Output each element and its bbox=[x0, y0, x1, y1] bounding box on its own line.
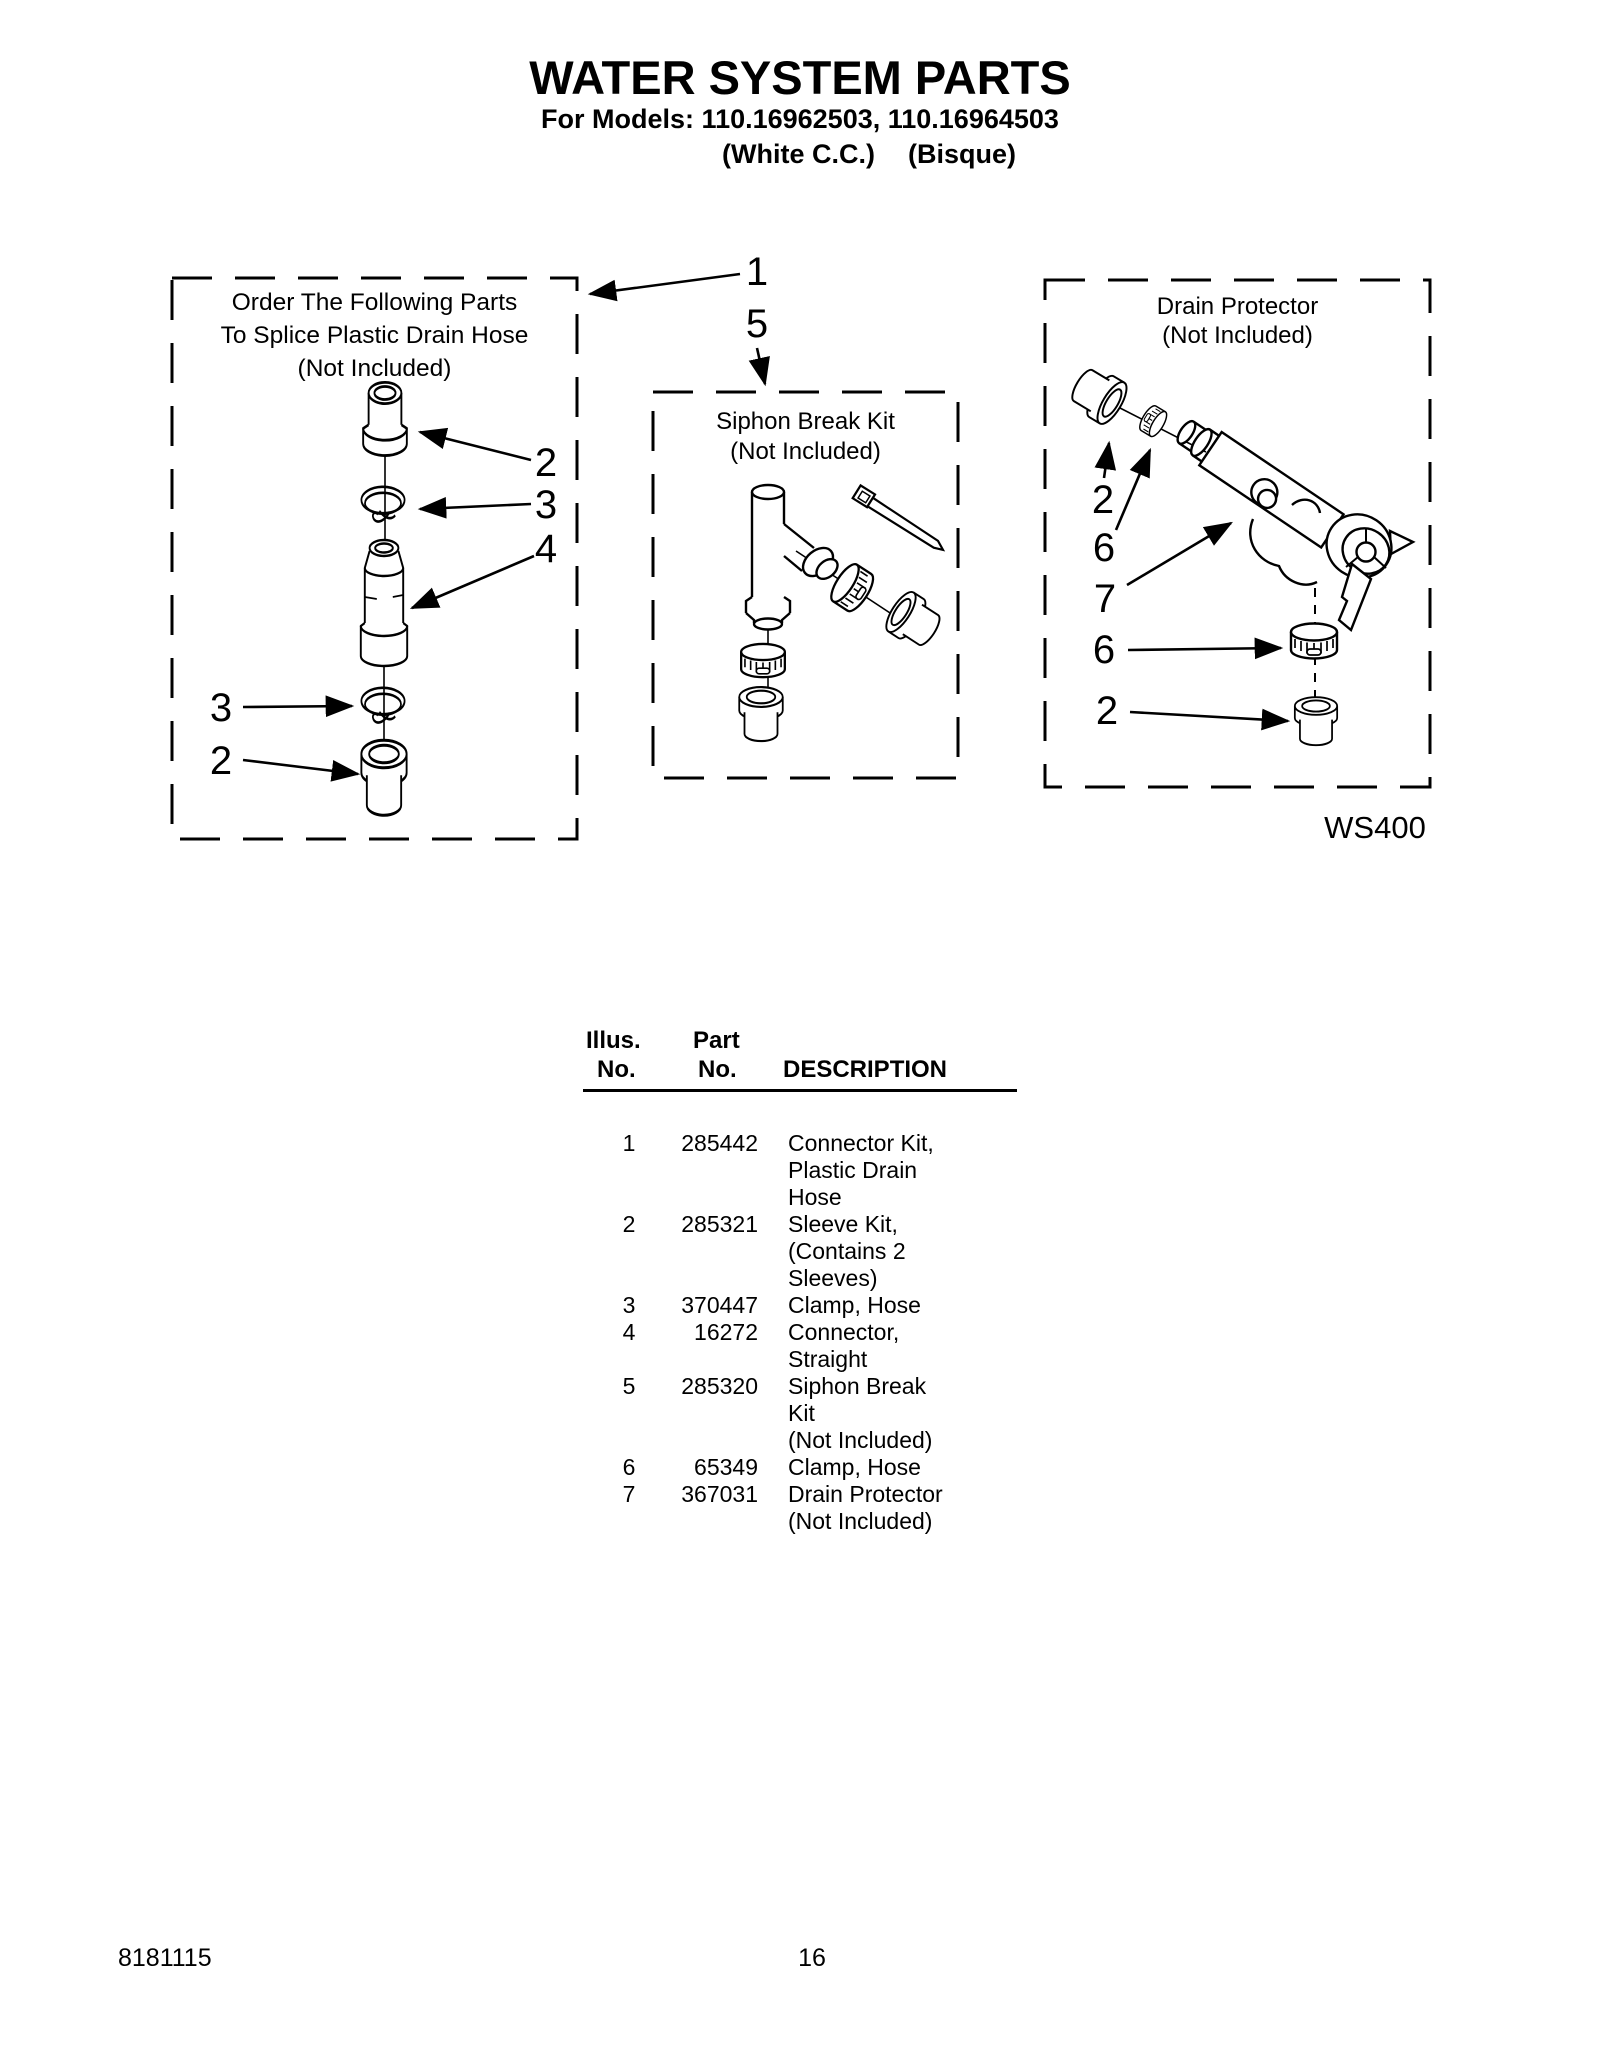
models-line: For Models: 110.16962503, 110.16964503 bbox=[541, 104, 1059, 134]
illus-no: 7 bbox=[622, 1481, 636, 1507]
sleeve-part bbox=[739, 687, 783, 741]
sleeve-part bbox=[1065, 362, 1132, 428]
description-line: Plastic Drain bbox=[788, 1157, 918, 1183]
description-line: (Not Included) bbox=[788, 1427, 933, 1453]
part-description bbox=[788, 1130, 1019, 1211]
callout-7: 7 bbox=[1093, 577, 1117, 621]
part-no: 16272 bbox=[694, 1319, 758, 1345]
description-line: Sleeves) bbox=[788, 1265, 878, 1291]
description-line: Clamp, Hose bbox=[788, 1292, 921, 1318]
diagram-code: WS400 bbox=[1324, 810, 1426, 845]
part-description bbox=[788, 1454, 1019, 1481]
callout-4: 4 bbox=[534, 527, 558, 571]
description-line: Kit bbox=[788, 1400, 815, 1426]
part-description bbox=[788, 1211, 1019, 1292]
callout-2: 2 bbox=[1091, 478, 1115, 522]
table-row bbox=[583, 1211, 1019, 1292]
caption-line: Siphon Break Kit bbox=[716, 408, 895, 435]
part-no: 285320 bbox=[681, 1373, 758, 1399]
description-line: Hose bbox=[788, 1184, 842, 1210]
page-number: 16 bbox=[798, 1944, 826, 1972]
caption-line: Order The Following Parts bbox=[231, 289, 518, 316]
sleeve-part bbox=[1295, 697, 1337, 745]
part-description bbox=[788, 1481, 1019, 1535]
col-header-part-no: No. bbox=[698, 1056, 737, 1083]
description-line: Straight bbox=[788, 1346, 868, 1372]
part-no: 370447 bbox=[681, 1292, 758, 1318]
callout-3: 3 bbox=[209, 686, 233, 730]
splice-parts-group bbox=[361, 382, 407, 815]
straight-connector-part bbox=[361, 540, 407, 666]
table-row bbox=[583, 1454, 1019, 1481]
part-description bbox=[788, 1373, 1019, 1454]
illus-no: 1 bbox=[622, 1130, 636, 1156]
color-variant-white: (White C.C.) bbox=[722, 139, 875, 169]
illus-no: 5 bbox=[622, 1373, 636, 1399]
hose-clamp-part bbox=[361, 688, 404, 723]
callout-2: 2 bbox=[209, 739, 233, 783]
illus-no: 6 bbox=[622, 1454, 636, 1480]
document-number: 8181115 bbox=[118, 1944, 212, 1972]
callout-3: 3 bbox=[534, 483, 558, 527]
cable-tie-part bbox=[853, 485, 949, 553]
page-title: WATER SYSTEM PARTS bbox=[529, 51, 1071, 104]
callout-6: 6 bbox=[1092, 628, 1116, 672]
caption-line: To Splice Plastic Drain Hose bbox=[220, 322, 529, 349]
description-line: Drain Protector bbox=[788, 1481, 943, 1507]
caption-line: Drain Protector bbox=[1156, 293, 1319, 320]
hose-clamp-part bbox=[1291, 624, 1337, 659]
table-row bbox=[583, 1373, 1019, 1454]
siphon-tube-part bbox=[746, 485, 841, 630]
description-line: Clamp, Hose bbox=[788, 1454, 921, 1480]
caption-line: (Not Included) bbox=[297, 355, 452, 382]
description-line: Sleeve Kit, bbox=[788, 1211, 898, 1237]
table-row bbox=[583, 1481, 1019, 1535]
part-no: 285442 bbox=[681, 1130, 758, 1156]
callout-2: 2 bbox=[1095, 689, 1119, 733]
description-line: Connector Kit, bbox=[788, 1130, 934, 1156]
splice-box-caption bbox=[172, 286, 577, 385]
col-header-description: DESCRIPTION bbox=[783, 1056, 948, 1083]
part-description bbox=[788, 1319, 1019, 1373]
description-line: (Contains 2 bbox=[788, 1238, 906, 1264]
description-line: Siphon Break bbox=[788, 1373, 927, 1399]
illus-no: 2 bbox=[622, 1211, 636, 1237]
illus-no: 3 bbox=[622, 1292, 636, 1318]
part-no: 65349 bbox=[694, 1454, 758, 1480]
col-header-illus-no: No. bbox=[597, 1056, 636, 1083]
col-header-part: Part bbox=[693, 1027, 740, 1054]
hose-clamp-part bbox=[741, 644, 785, 677]
siphon-break-group bbox=[739, 485, 949, 741]
table-rows bbox=[583, 1130, 1019, 1535]
callout-5: 5 bbox=[745, 302, 769, 346]
table-row bbox=[583, 1319, 1019, 1373]
description-line: Connector, bbox=[788, 1319, 900, 1345]
sleeve-part bbox=[363, 382, 407, 455]
description-line: (Not Included) bbox=[788, 1508, 933, 1534]
sleeve-part bbox=[881, 588, 947, 653]
illus-no: 4 bbox=[622, 1319, 636, 1345]
drain-protector-body bbox=[1170, 413, 1343, 548]
caption-line: (Not Included) bbox=[730, 438, 881, 465]
caption-line: (Not Included) bbox=[1162, 322, 1313, 349]
part-no: 367031 bbox=[681, 1481, 758, 1507]
callout-1: 1 bbox=[745, 250, 769, 294]
part-description bbox=[788, 1292, 1019, 1319]
hose-clamp-part bbox=[361, 487, 404, 522]
sleeve-part bbox=[361, 740, 406, 815]
hose-clamp-part bbox=[1137, 403, 1170, 439]
part-no: 285321 bbox=[681, 1211, 758, 1237]
callout-2: 2 bbox=[534, 441, 558, 485]
callout-6: 6 bbox=[1092, 526, 1116, 570]
col-header-illus: Illus. bbox=[586, 1027, 641, 1054]
drain-box-caption bbox=[1045, 292, 1430, 350]
table-header-rule bbox=[583, 1089, 1017, 1092]
color-variant-bisque: (Bisque) bbox=[908, 139, 1016, 169]
table-row bbox=[583, 1292, 1019, 1319]
table-row bbox=[583, 1130, 1019, 1211]
siphon-box-caption bbox=[653, 407, 958, 467]
